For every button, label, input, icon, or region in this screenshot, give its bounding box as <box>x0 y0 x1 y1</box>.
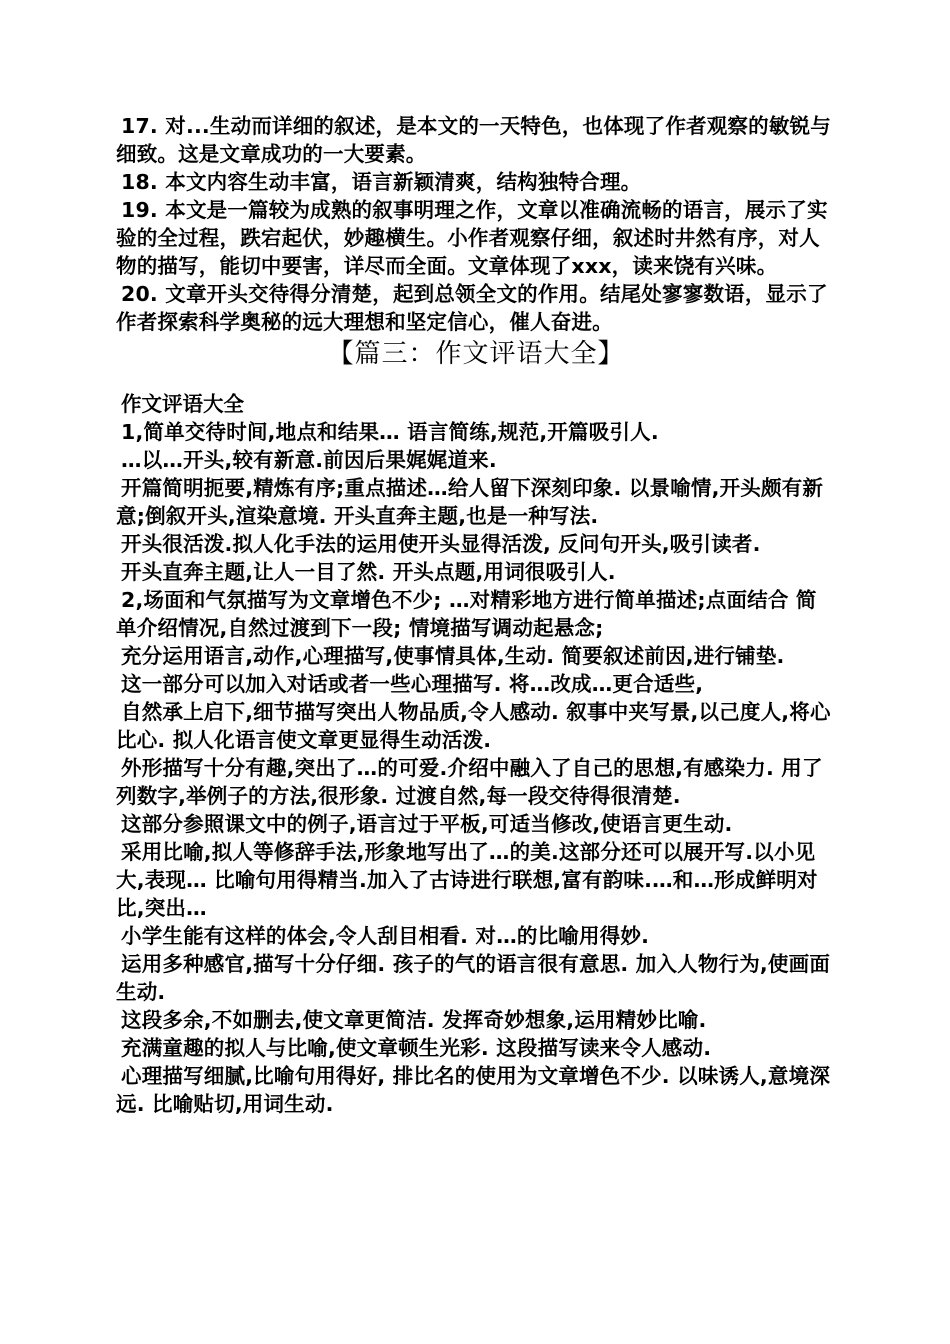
comment-paragraph: 运用多种感官,描写十分仔细. 孩子的气的语言很有意思. 加入人物行为,使画面生动. <box>116 952 831 1004</box>
comment-paragraph: 自然承上启下,细节描写突出人物品质,令人感动. 叙事中夹写景,以己度人,将心比心. 拟人化语言使文章更显得生动活泼. <box>116 700 831 752</box>
comment-paragraph: 小学生能有这样的体会,令人刮目相看. 对…的比喻用得妙. <box>121 924 650 948</box>
comment-paragraph: 这部分参照课文中的例子,语言过于平板,可适当修改,使语言更生动. <box>121 812 733 836</box>
comment-paragraph: 外形描写十分有趣,突出了…的可爱.介绍中融入了自己的思想,有感染力. 用了列数字,举例子的方法,很形象. 过渡自然,每一段交待得很清楚. <box>116 756 823 808</box>
comment-paragraph: 充满童趣的拟人与比喻,使文章顿生光彩. 这段描写读来令人感动. <box>121 1036 712 1060</box>
document-page <box>116 112 836 1118</box>
comment-paragraph: 开篇简明扼要,精炼有序;重点描述…给人留下深刻印象. 以景喻情,开头颇有新意;倒叙开头,渲染意境. 开头直奔主题,也是一种写法. <box>116 476 824 528</box>
section-subtitle: 作文评语大全 <box>121 392 244 416</box>
comment-paragraph: 这一部分可以加入对话或者一些心理描写. 将…改成…更合适些, <box>121 672 704 696</box>
comment-paragraph: 心理描写细腻,比喻句用得好, 排比名的使用为文章增色不少. 以味诱人,意境深远. 比喻贴切,用词生动. <box>116 1064 831 1116</box>
comment-paragraph: …以…开头,较有新意.前因后果娓娓道来. <box>121 448 497 472</box>
comment-paragraph: 1,简单交待时间,地点和结果… 语言简练,规范,开篇吸引人. <box>121 420 659 444</box>
comment-paragraph: 采用比喻,拟人等修辞手法,形象地写出了…的美.这部分还可以展开写.以小见大,表现… 比喻句用得精当.加入了古诗进行联想,富有韵味.…和…形成鲜明对比,突出… <box>116 840 818 920</box>
comment-paragraph: 开头直奔主题,让人一目了然. 开头点题,用词很吸引人. <box>121 560 616 584</box>
comment-item-20: 20. 文章开头交待得分清楚，起到总领全文的作用。结尾处寥寥数语，显示了作者探索科学奥秘的远大理想和坚定信心，催人奋进。 <box>116 282 828 334</box>
comment-paragraph: 开头很活泼.拟人化手法的运用使开头显得活泼, 反问句开头,吸引读者. <box>121 532 761 556</box>
comment-paragraph: 2,场面和气氛描写为文章增色不少; …对精彩地方进行简单描述;点面结合 简单介绍情况,自然过渡到下一段; 情境描写调动起悬念; <box>116 588 817 640</box>
comment-item-17: 17. 对...生动而详细的叙述，是本文的一天特色，也体现了作者观察的敏锐与细致。这是文章成功的一大要素。 <box>116 114 831 166</box>
section-title: 【篇三：作文评语大全】 <box>327 339 625 369</box>
comment-paragraph: 充分运用语言,动作,心理描写,使事情具体,生动. 简要叙述前因,进行铺垫. <box>121 644 785 668</box>
comment-item-19: 19. 本文是一篇较为成熟的叙事明理之作，文章以准确流畅的语言，展示了实验的全过程，跌宕起伏，妙趣横生。小作者观察仔细，叙述时井然有序，对人物的描写，能切中要害，详尽而全面。文章体现了xxx，读来饶有兴味。 <box>116 198 828 278</box>
comment-paragraph: 这段多余,不如删去,使文章更简洁. 发挥奇妙想象,运用精妙比喻. <box>121 1008 707 1032</box>
comment-item-18: 18. 本文内容生动丰富，语言新颖清爽，结构独特合理。 <box>121 170 642 194</box>
